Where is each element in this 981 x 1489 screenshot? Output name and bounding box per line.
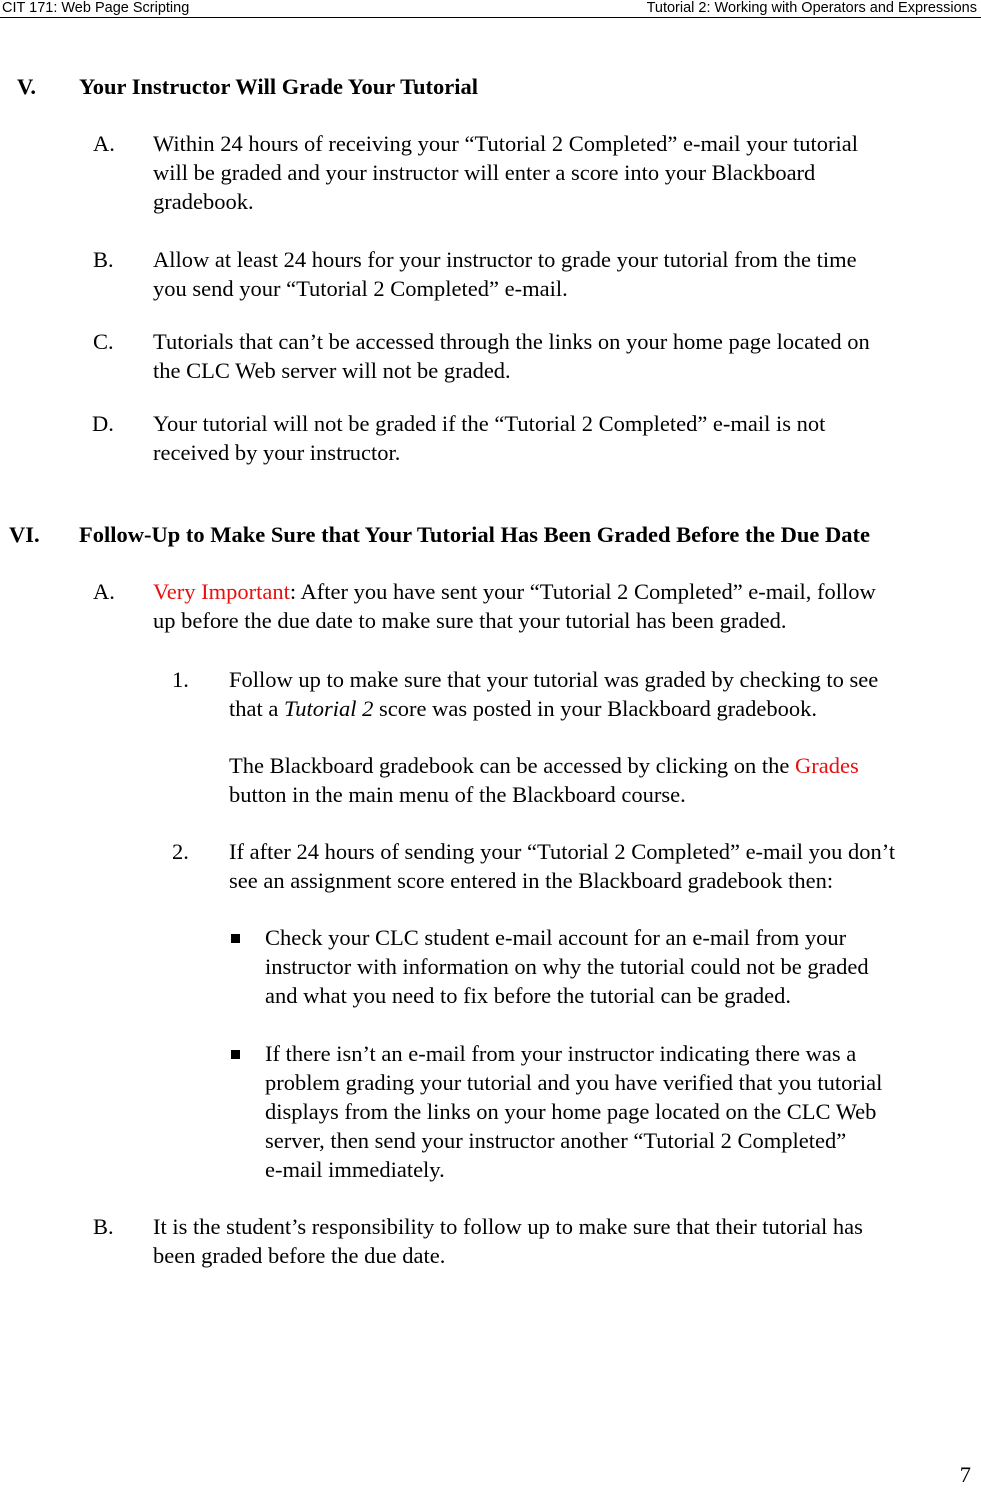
item-v-a-line-2: will be graded and your instructor will enter a score into your Blackboard	[153, 160, 816, 185]
item-vi-b-line-1: It is the student’s responsibility to follow up to make sure that their tutorial has	[153, 1214, 863, 1239]
item-v-d-line-1: Your tutorial will not be graded if the “Tutorial 2 Completed” e-mail is not	[153, 411, 826, 436]
item-v-c-line-2: the CLC Web server will not be graded.	[153, 358, 511, 383]
grades-link-text: Grades	[795, 753, 859, 778]
bullet-2-line-5: e-mail immediately.	[265, 1157, 445, 1182]
step-1-label: 1.	[172, 667, 189, 692]
step-1-para-line-2: button in the main menu of the Blackboard course.	[229, 782, 686, 807]
item-vi-b-label: B.	[93, 1214, 114, 1239]
bullet-2-line-4: server, then send your instructor another “Tutorial 2 Completed”	[265, 1128, 847, 1153]
page-number: 7	[959, 1462, 971, 1487]
step-2-line-2: see an assignment score entered in the Blackboard gradebook then:	[229, 868, 834, 893]
step-1-line-1: Follow up to make sure that your tutorial was graded by checking to see	[229, 667, 879, 692]
header-rule	[0, 17, 981, 18]
section-v-numeral: V.	[17, 74, 36, 99]
step-1-line-2-pre: that a	[229, 696, 284, 721]
step-1-para-line-1	[229, 751, 859, 780]
running-header-right: Tutorial 2: Working with Operators and Expressions	[646, 0, 977, 16]
item-v-c-line-1: Tutorials that can’t be accessed through the links on your home page located on	[153, 329, 870, 354]
section-v-title: Your Instructor Will Grade Your Tutorial	[79, 74, 479, 99]
item-v-b-label: B.	[93, 247, 114, 272]
tutorial-2-italic: Tutorial 2	[283, 696, 374, 721]
running-header-left: CIT 171: Web Page Scripting	[2, 0, 190, 16]
bullet-2-line-1: If there isn’t an e-mail from your instructor indicating there was a	[265, 1041, 857, 1066]
item-vi-a-line-2: up before the due date to make sure that your tutorial has been graded.	[153, 608, 787, 633]
item-v-a-line-3: gradebook.	[153, 189, 254, 214]
section-vi-title: Follow-Up to Make Sure that Your Tutorial Has Been Graded Before the Due Date	[79, 522, 871, 547]
step-1-line-2-post: score was posted in your Blackboard gradebook.	[373, 696, 818, 721]
section-vi-numeral: VI.	[9, 522, 40, 547]
bullet-2-line-2: problem grading your tutorial and you have verified that you tutorial	[265, 1070, 883, 1095]
item-vi-a-line-1	[153, 577, 876, 606]
item-v-d-line-2: received by your instructor.	[153, 440, 401, 465]
step-2-label: 2.	[172, 839, 189, 864]
bullet-2-line-3: displays from the links on your home page located on the CLC Web	[265, 1099, 877, 1124]
item-v-b-line-2: you send your “Tutorial 2 Completed” e-mail.	[153, 276, 568, 301]
step-1-para-pre: The Blackboard gradebook can be accessed by clicking on the	[229, 753, 796, 778]
item-v-a-label: A.	[93, 131, 115, 156]
bullet-1-line-2: instructor with information on why the tutorial could not be graded	[265, 954, 869, 979]
bullet-square-icon	[231, 934, 240, 943]
item-v-c-label: C.	[93, 329, 114, 354]
item-v-b-line-1: Allow at least 24 hours for your instructor to grade your tutorial from the time	[153, 247, 857, 272]
item-v-a-line-1: Within 24 hours of receiving your “Tutorial 2 Completed” e-mail your tutorial	[153, 131, 858, 156]
item-vi-a-line-1-rest: : After you have sent your “Tutorial 2 Completed” e-mail, follow	[289, 579, 876, 604]
step-2-line-1: If after 24 hours of sending your “Tutorial 2 Completed” e-mail you don’t	[229, 839, 896, 864]
item-v-d-label: D.	[92, 411, 114, 436]
very-important-emphasis: Very Important	[153, 579, 290, 604]
bullet-square-icon	[231, 1050, 240, 1059]
item-vi-a-label: A.	[93, 579, 115, 604]
item-vi-b-line-2: been graded before the due date.	[153, 1243, 446, 1268]
step-1-line-2	[229, 694, 817, 723]
bullet-1-line-3: and what you need to fix before the tutorial can be graded.	[265, 983, 792, 1008]
bullet-1-line-1: Check your CLC student e-mail account for an e-mail from your	[265, 925, 847, 950]
